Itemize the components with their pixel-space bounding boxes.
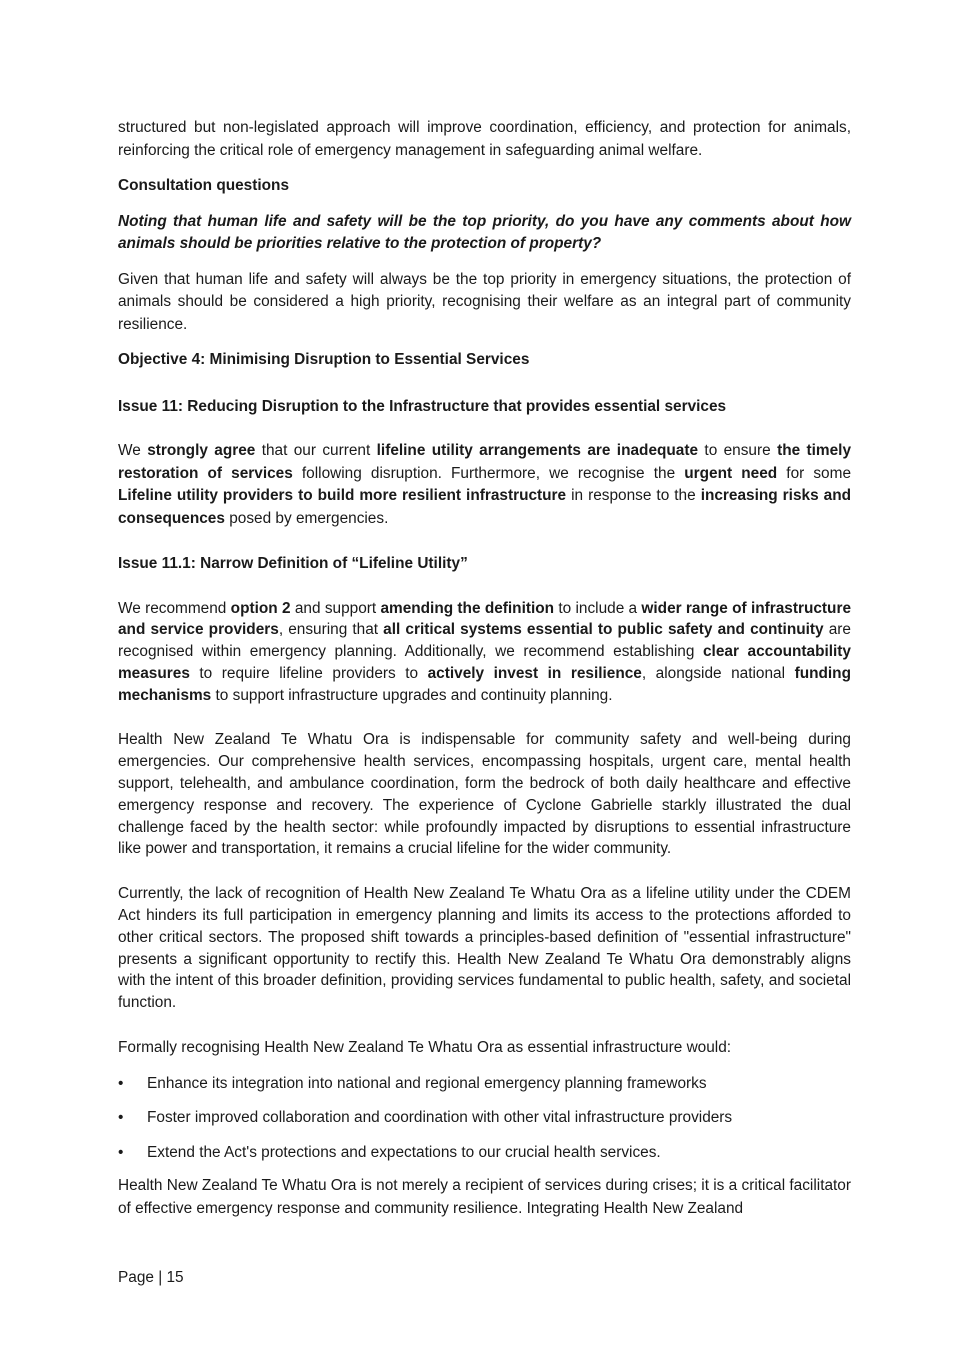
paragraph-health-nz-facilitator: Health New Zealand Te Whatu Ora is not merely a recipient of services during crises; it is a critical facilitator of effective emergency response and community resilience. Integrating Health New Zealand xyxy=(118,1177,851,1217)
paragraph-option-2-recommendation: We recommend option 2 and support amending the definition to include a wider range of infrastructure and service providers, ensuring that all critical systems essential to public safety and continuity are recognised within emergency planning. Additionally, we recommend establishing clear accountability measures to require lifeline providers to actively invest in resilience, alongside national funding mechanisms to support infrastructure upgrades and continuity planning. xyxy=(118,599,852,704)
heading-objective-4: Objective 4: Minimising Disruption to Essential Services xyxy=(118,351,530,368)
recognition-benefits-list xyxy=(118,1073,851,1165)
paragraph-formal-recognition-intro: Formally recognising Health New Zealand Te Whatu Ora as essential infrastructure would: xyxy=(118,1039,732,1057)
heading-consultation-questions: Consultation questions xyxy=(118,177,290,194)
heading-issue-11: Issue 11: Reducing Disruption to the Infrastructure that provides essential services xyxy=(118,397,727,415)
page-number: Page | 15 xyxy=(118,1269,184,1286)
consultation-question: Noting that human life and safety will be the top priority, do you have any comments about how animals should be priorities relative to the protection of property? xyxy=(118,212,851,252)
paragraph-lifeline-arrangements: We strongly agree that our current lifeline utility arrangements are inadequate to ensure the timely restoration of services following disruption. Furthermore, we recognise the urgent need for some Lifeline utility providers to build more resilient infrastructure in response to the increasing risks and consequences posed by emergencies. xyxy=(118,442,852,527)
paragraph-health-nz-indispensable: Health New Zealand Te Whatu Ora is indispensable for community safety and well-being during emergencies. Our comprehensive health services, encompassing hospitals, urgent care, mental health support, telehealth, and ambulance coordination, form the bedrock of both daily healthcare and effective emergency response and recovery. The experience of Cyclone Gabrielle starkly illustrated the dual challenge faced by the health sector: while profoundly impacted by disruptions to essential infrastructure like power and transportation, it remains a crucial lifeline for the wider community. xyxy=(118,731,851,858)
list-item: • Foster improved collaboration and coordination with other vital infrastructure providers xyxy=(118,1107,851,1130)
list-item: • Extend the Act's protections and expectations to our crucial health services. xyxy=(118,1142,851,1165)
bullet-icon: • xyxy=(118,1074,124,1092)
bullet-icon: • xyxy=(118,1109,124,1127)
heading-issue-11-1: Issue 11.1: Narrow Definition of “Lifeline Utility” xyxy=(118,555,468,572)
list-item: • Enhance its integration into national and regional emergency planning frameworks xyxy=(118,1073,851,1096)
paragraph-animal-priority: Given that human life and safety will always be the top priority in emergency situations, the protection of animals should be considered a high priority, recognising their welfare as an integral part of community resilience. xyxy=(118,270,851,333)
document-body xyxy=(118,117,851,1220)
bullet-icon: • xyxy=(118,1143,124,1161)
paragraph-animal-approach: structured but non-legislated approach will improve coordination, efficiency, and protection for animals, reinforcing the critical role of emergency management in safeguarding animal welfare. xyxy=(118,119,851,159)
paragraph-cdem-recognition: Currently, the lack of recognition of Health New Zealand Te Whatu Ora as a lifeline utility under the CDEM Act hinders its full participation in emergency planning and limits its access to the protections afforded to other critical sectors. The proposed shift towards a principles-based definition of "essential infrastructure" presents a significant opportunity to rectify this. Health New Zealand Te Whatu Ora demonstrably aligns with the intent of this broader definition, providing services fundamental to public health, safety, and societal function. xyxy=(118,885,851,1012)
